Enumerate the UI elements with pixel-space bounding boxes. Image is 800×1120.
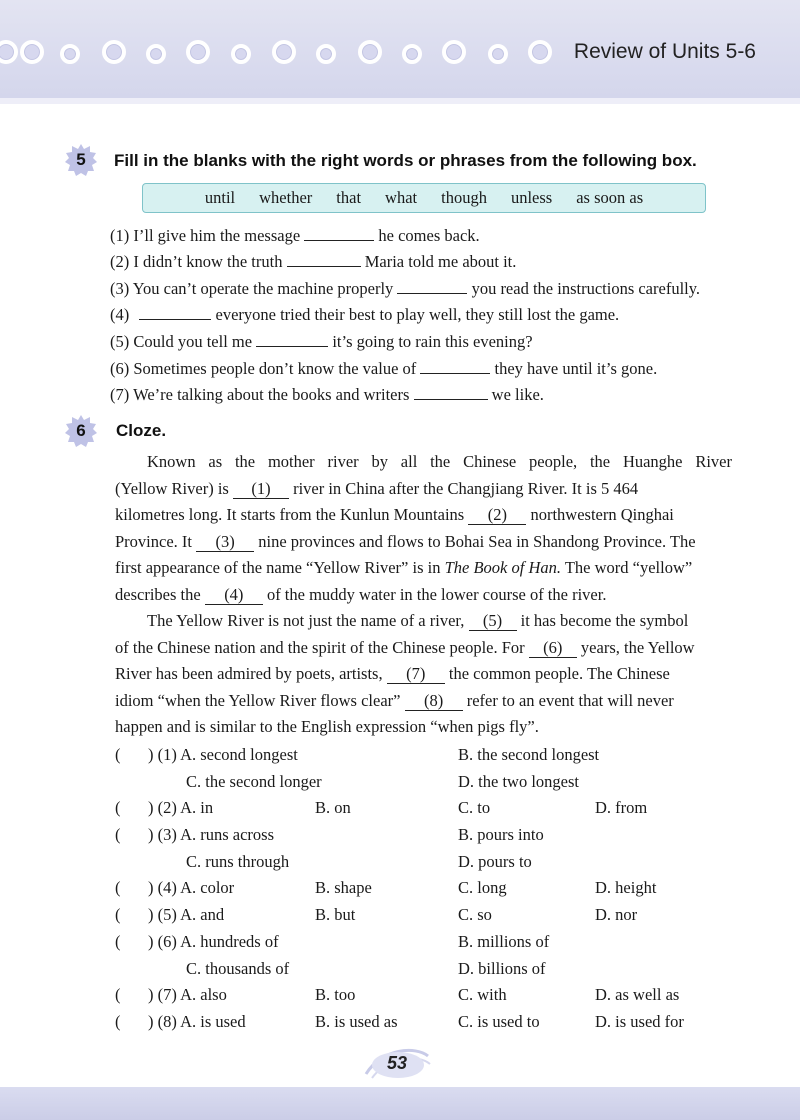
sentence-7: (7) We’re talking about the books and writers we like. xyxy=(110,385,544,404)
sentence-2: (2) I didn’t know the truth Maria told me about it. xyxy=(110,252,517,271)
question-4-option-d[interactable]: D. height xyxy=(595,878,657,897)
circle-icon xyxy=(358,40,382,64)
question-1-option-a[interactable]: ) (1) A. second longest xyxy=(148,745,298,764)
section-number: 5 xyxy=(76,150,86,169)
page-header xyxy=(0,0,800,98)
word-option: as soon as xyxy=(576,188,644,207)
cloze-blank[interactable]: (6) xyxy=(529,639,577,658)
question-6-option-b[interactable]: B. millions of xyxy=(458,932,550,951)
question-8-option-b[interactable]: B. is used as xyxy=(315,1012,398,1031)
sentence-1: (1) I’ll give him the message he comes back. xyxy=(110,226,480,245)
circle-icon xyxy=(20,40,44,64)
question-8-option-a[interactable]: ) (8) A. is used xyxy=(148,1012,246,1031)
question-2-option-b[interactable]: B. on xyxy=(315,798,351,817)
circle-icon xyxy=(146,44,166,64)
header-title: Review of Units 5-6 xyxy=(573,40,756,63)
circle-icon xyxy=(60,44,80,64)
question-5-option-c[interactable]: C. so xyxy=(458,905,492,924)
question-paren[interactable]: ( xyxy=(115,1012,121,1031)
answer-blank[interactable] xyxy=(139,304,211,320)
question-paren[interactable]: ( xyxy=(115,878,121,897)
section-5-instruction: Fill in the blanks with the right words or phrases from the following box. xyxy=(114,151,697,170)
question-paren[interactable]: ( xyxy=(115,932,121,951)
cloze-blank[interactable]: (2) xyxy=(468,506,526,525)
circle-icon xyxy=(316,44,336,64)
cloze-blank[interactable]: (5) xyxy=(469,612,517,631)
circle-icon xyxy=(488,44,508,64)
question-5-option-d[interactable]: D. nor xyxy=(595,905,638,924)
question-3-option-c[interactable]: C. runs through xyxy=(186,852,290,871)
circle-icon xyxy=(231,44,251,64)
section-6-instruction: Cloze. xyxy=(116,421,167,440)
answer-blank[interactable] xyxy=(256,331,328,347)
word-option: that xyxy=(336,188,362,207)
question-paren[interactable]: ( xyxy=(115,825,121,844)
question-7-option-d[interactable]: D. as well as xyxy=(595,985,680,1004)
word-option: whether xyxy=(259,188,313,207)
page-footer xyxy=(0,1087,800,1120)
sentence-4: (4) everyone tried their best to play well, they still lost the game. xyxy=(110,305,620,324)
circle-icon xyxy=(272,40,296,64)
section-5-badge xyxy=(64,143,98,177)
question-4-option-c[interactable]: C. long xyxy=(458,878,507,897)
word-option: until xyxy=(204,188,236,207)
question-7-option-b[interactable]: B. too xyxy=(315,985,356,1004)
page-number-badge xyxy=(362,1044,432,1082)
circle-icon xyxy=(442,40,466,64)
question-2-option-a[interactable]: ) (2) A. in xyxy=(148,798,214,817)
question-6-option-a[interactable]: ) (6) A. hundreds of xyxy=(148,932,279,951)
page-number: 53 xyxy=(386,1053,408,1073)
question-1-option-b[interactable]: B. the second longest xyxy=(458,745,600,764)
question-6-option-c[interactable]: C. thousands of xyxy=(186,959,290,978)
cloze-blank[interactable]: (1) xyxy=(233,480,289,499)
word-option: though xyxy=(441,188,487,207)
word-option: unless xyxy=(510,188,553,207)
question-paren[interactable]: ( xyxy=(115,985,121,1004)
question-7-option-a[interactable]: ) (7) A. also xyxy=(148,985,227,1004)
cloze-blank[interactable]: (8) xyxy=(405,692,463,711)
question-1-option-d[interactable]: D. the two longest xyxy=(458,772,579,791)
question-5-option-a[interactable]: ) (5) A. and xyxy=(148,905,225,924)
answer-blank[interactable] xyxy=(414,384,488,400)
question-8-option-c[interactable]: C. is used to xyxy=(458,1012,540,1031)
circle-icon xyxy=(528,40,552,64)
question-1-option-c[interactable]: C. the second longer xyxy=(186,772,322,791)
answer-blank[interactable] xyxy=(304,225,374,241)
sentence-5: (5) Could you tell me it’s going to rain this evening? xyxy=(110,332,533,351)
sentence-6: (6) Sometimes people don’t know the value of they have until it’s gone. xyxy=(110,359,658,378)
answer-blank[interactable] xyxy=(420,358,490,374)
question-paren[interactable]: ( xyxy=(115,905,121,924)
question-paren[interactable]: ( xyxy=(115,798,121,817)
word-box xyxy=(142,183,706,213)
cloze-blank[interactable]: (7) xyxy=(387,665,445,684)
question-4-option-b[interactable]: B. shape xyxy=(315,878,372,897)
cloze-blank[interactable]: (3) xyxy=(196,533,254,552)
question-3-option-d[interactable]: D. pours to xyxy=(458,852,532,871)
sentence-3: (3) You can’t operate the machine properly you read the instructions carefully. xyxy=(110,279,701,298)
cloze-passage: Known as the mother river by all the Chinese people, the Huanghe River (Yellow River) is (1) river in China after the Changjiang River. It is 5 464 kilometres long. It starts from the Kunlun Mountains (2) northwestern Qinghai Province. It (3) nine provinces and flows to Bohai Sea in Shandong Province. The first appearance of the name “Yellow River” is in The Book of Han. The word “yellow” describes the (4) of the muddy water in the lower course of the river. The Yellow River is not just the name of a river, (5) it has become the symbol of the Chinese nation and the spirit of the Chinese people. For (6) years, the Yellow River has been admired by poets, artists, (7) the common people. The Chinese idiom “when the Yellow River flows clear” (8) refer to an event that will never happen and is similar to the English expression “when pigs fly”. xyxy=(115,452,732,736)
answer-blank[interactable] xyxy=(287,251,361,267)
circle-icon xyxy=(402,44,422,64)
circle-icon xyxy=(0,40,18,64)
question-5-option-b[interactable]: B. but xyxy=(315,905,356,924)
question-2-option-c[interactable]: C. to xyxy=(458,798,491,817)
section-number: 6 xyxy=(76,421,86,440)
question-2-option-d[interactable]: D. from xyxy=(595,798,648,817)
cloze-blank[interactable]: (4) xyxy=(205,586,263,605)
header-divider xyxy=(0,98,800,104)
question-4-option-a[interactable]: ) (4) A. color xyxy=(148,878,235,897)
circle-icon xyxy=(186,40,210,64)
question-6-option-d[interactable]: D. billions of xyxy=(458,959,546,978)
circle-icon xyxy=(102,40,126,64)
section-6-badge xyxy=(64,414,98,448)
word-option: what xyxy=(385,188,418,207)
question-7-option-c[interactable]: C. with xyxy=(458,985,507,1004)
answer-blank[interactable] xyxy=(397,278,467,294)
question-8-option-d[interactable]: D. is used for xyxy=(595,1012,684,1031)
question-3-option-b[interactable]: B. pours into xyxy=(458,825,544,844)
question-3-option-a[interactable]: ) (3) A. runs across xyxy=(148,825,275,844)
question-paren[interactable]: ( xyxy=(115,745,121,764)
